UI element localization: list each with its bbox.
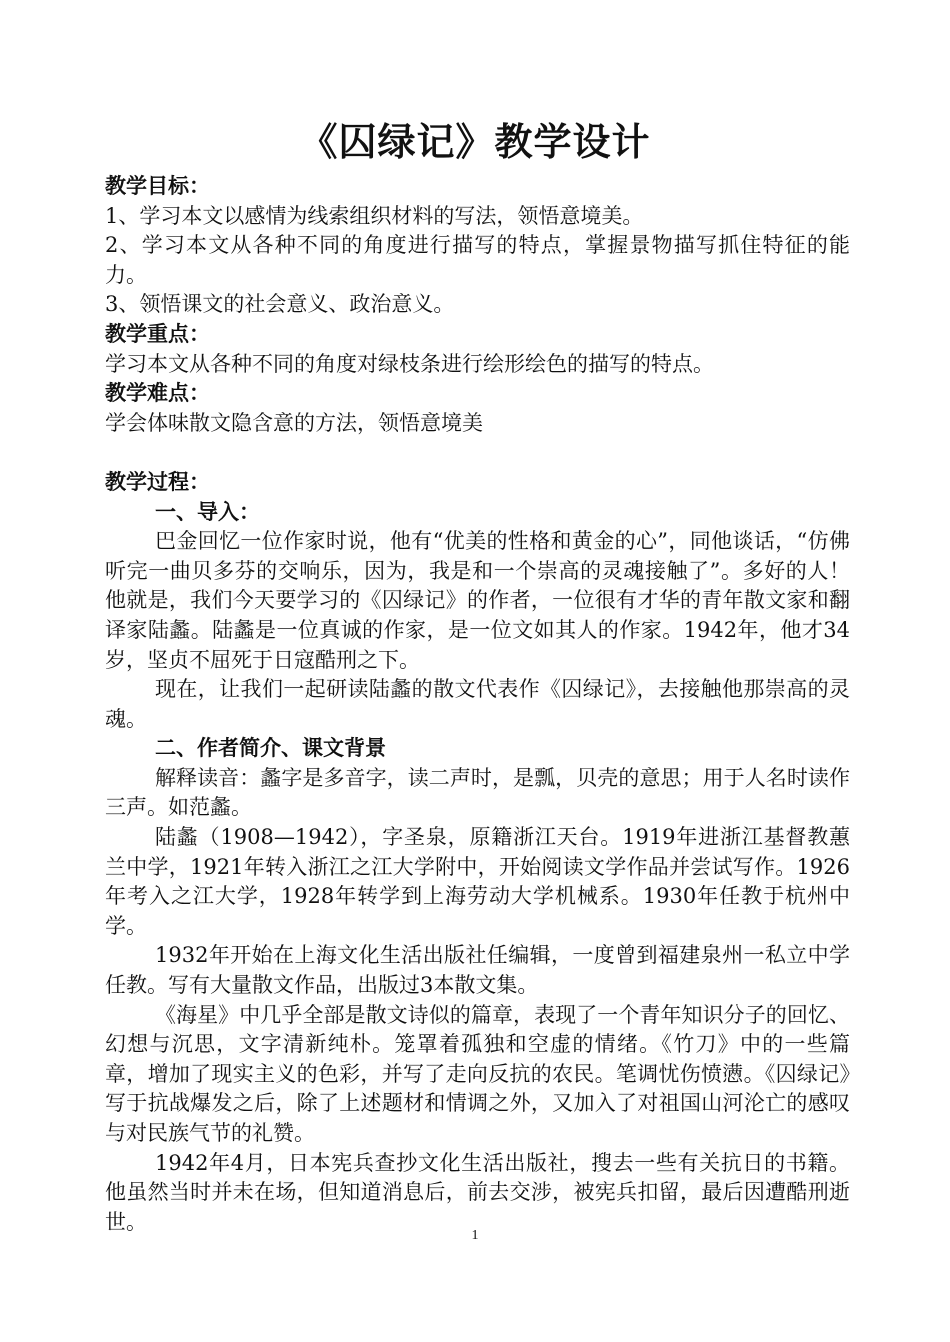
- blank-line: [105, 438, 850, 468]
- focus-text: 学习本文从各种不同的角度对绿枝条进行绘形绘色的描写的特点。: [105, 351, 714, 376]
- author-paragraph: 解释读音：蠡字是多音字，读二声时，是瓢，贝壳的意思；用于人名时读作三声。如范蠡。: [105, 765, 850, 820]
- objective-item: 3、领悟课文的社会意义、政治意义。: [105, 292, 455, 317]
- objective-item: 2、学习本文从各种不同的角度进行描写的特点，掌握景物描写抓住特征的能力。: [105, 233, 850, 287]
- difficulty-heading: 教学难点：: [105, 381, 210, 406]
- document-body: [105, 172, 850, 1237]
- author-paragraph: 1932年开始在上海文化生活出版社任编辑，一度曾到福建泉州一私立中学任教。写有大量散文作品，出版过3本散文集。: [105, 943, 850, 998]
- page-number: 1: [471, 1228, 479, 1243]
- document-title: 《囚绿记》教学设计: [299, 119, 651, 164]
- author-paragraph: 陆蠡（1908—1942），字圣泉，原籍浙江天台。1919年进浙江基督教蕙兰中学，1921年转入浙江之江大学附中，开始阅读文学作品并尝试写作。1926年考入之江大学，1928年转学到上海劳动大学机械系。1930年任教于杭州中学。: [105, 825, 850, 938]
- intro-paragraph: 现在，让我们一起研读陆蠡的散文代表作《囚绿记》，去接触他那崇高的灵魂。: [105, 677, 850, 731]
- author-heading: 二、作者简介、课文背景: [155, 736, 386, 761]
- focus-heading: 教学重点：: [105, 321, 210, 346]
- author-paragraph: 1942年4月，日本宪兵查抄文化生活出版社，搜去一些有关抗日的书籍。他虽然当时并未在场，但知道消息后，前去交涉，被宪兵扣留，最后因遭酷刑逝世。: [105, 1150, 850, 1234]
- objective-item: 1、学习本文以感情为线索组织材料的写法，领悟意境美。: [105, 203, 644, 228]
- objectives-heading: 教学目标：: [105, 174, 210, 198]
- intro-paragraph: 巴金回忆一位作家时说，他有“优美的性格和黄金的心”，同他谈话，“仿佛听完一曲贝多芬的交响乐，因为，我是和一个崇高的灵魂接触了”。多好的人！他就是，我们今天要学习的《囚绿记》的作者，一位很有才华的青年散文家和翻译家陆蠡。陆蠡是一位真诚的作家，是一位文如其人的作家。1942年，他才34岁，坚贞不屈死于日寇酷刑之下。: [105, 529, 850, 672]
- process-heading: 教学过程：: [105, 469, 210, 494]
- author-paragraph: 《海星》中几乎全部是散文诗似的篇章，表现了一个青年知识分子的回忆、幻想与沉思，文字清新纯朴。笼罩着孤独和空虚的情绪。《竹刀》中的一些篇章，增加了现实主义的色彩，并写了走向反抗的农民。笔调忧伤愤懑。《囚绿记》写于抗战爆发之后，除了上述题材和情调之外，又加入了对祖国山河沦亡的感叹与对民族气节的礼赞。: [105, 1002, 850, 1145]
- intro-heading: 一、导入：: [155, 499, 260, 524]
- difficulty-text: 学会体味散文隐含意的方法，领悟意境美: [105, 410, 483, 435]
